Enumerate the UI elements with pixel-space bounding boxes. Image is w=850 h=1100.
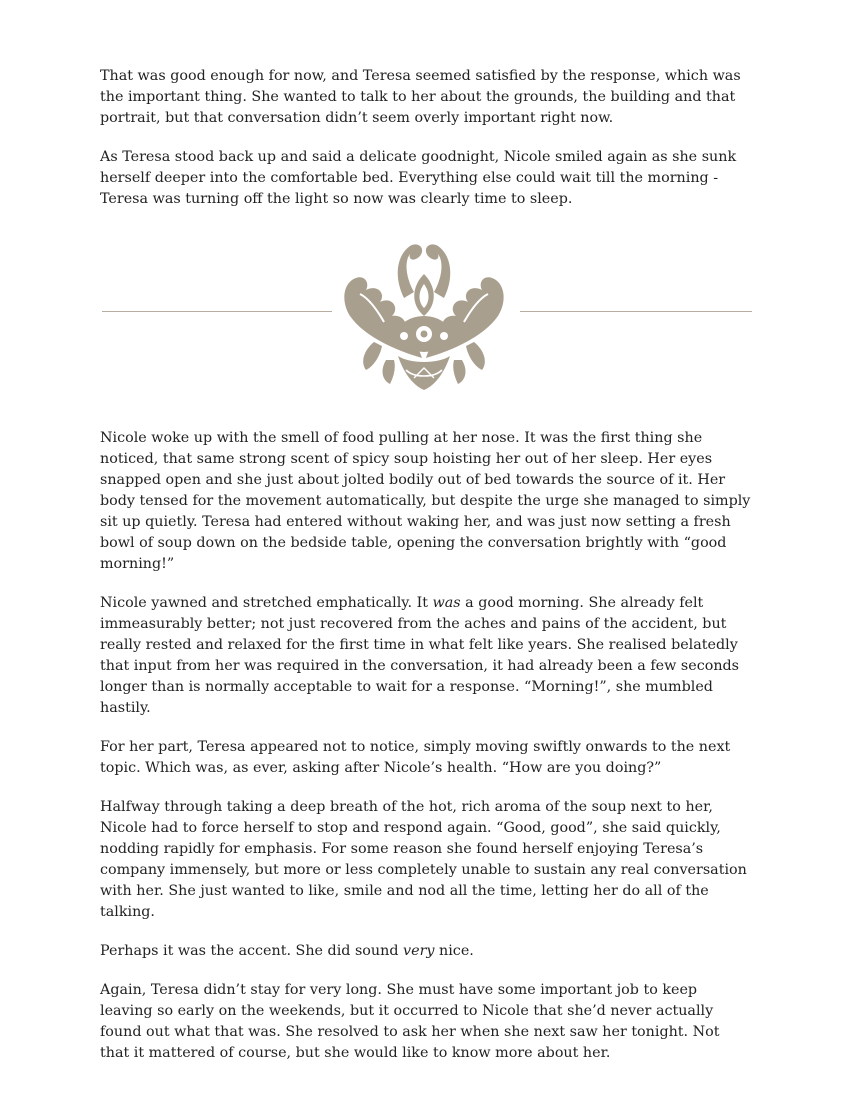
divider-rule-right [520, 311, 752, 312]
text-run: Perhaps it was the accent. She did sound [100, 943, 404, 959]
document-page [100, 66, 752, 1082]
emphasis-text: was [432, 595, 461, 611]
section-divider [100, 238, 752, 398]
paragraph: For her part, Teresa appeared not to notice, simply moving swiftly onwards to the next topic. Which was, as ever, asking after Nicole’s health. “How are you doing?” [100, 739, 731, 776]
divider-rule-left [102, 311, 332, 312]
damask-flourish-icon [334, 238, 514, 398]
paragraph [100, 593, 752, 719]
paragraph [100, 941, 752, 962]
text-run: a good morning. She already felt immeasurably better; not just recovered from the aches and pains of the accident, but really rested and relaxed for the first time in what felt like years. She realised belatedly that input from her was required in the conversation, it had already been a few seconds longer than is normally acceptable to wait for a response. “Morning!”, she mumbled hastily. [100, 595, 740, 716]
paragraph: That was good enough for now, and Teresa seemed satisfied by the response, which was the important thing. She wanted to talk to her about the grounds, the building and that portrait, but that conversation didn’t seem overly important right now. [100, 68, 741, 126]
paragraph: Nicole woke up with the smell of food pulling at her nose. It was the first thing she noticed, that same strong scent of spicy soup hoisting her out of her sleep. Her eyes snapped open and she just about jolted bodily out of bed towards the source of it. Her body tensed for the movement automatically, but despite the urge she managed to simply sit up quietly. Teresa had entered without waking her, and was just now setting a fresh bowl of soup down on the bedside table, opening the conversation brightly with “good morning!” [100, 430, 751, 572]
text-run: nice. [434, 943, 474, 959]
paragraph: Again, Teresa didn’t stay for very long. She must have some important job to keep leaving so early on the weekends, but it occurred to Nicole that she’d never actually found out what that was. She resolved to ask her when she next saw her tonight. Not that it mattered of course, but she would like to know more about her. [100, 982, 720, 1061]
emphasis-text: very [403, 943, 435, 959]
paragraph: Halfway through taking a deep breath of the hot, rich aroma of the soup next to her, Nicole had to force herself to stop and respond again. “Good, good”, she said quickly, nodding rapidly for emphasis. For some reason she found herself enjoying Teresa’s company immensely, but more or less completely unable to sustain any real conversation with her. She just wanted to like, smile and nod all the time, letting her do all of the talking. [100, 799, 747, 920]
text-run: Nicole yawned and stretched emphatically. It [100, 595, 433, 611]
paragraph: As Teresa stood back up and said a delicate goodnight, Nicole smiled again as she sunk herself deeper into the comfortable bed. Everything else could wait till the morning - Teresa was turning off the light so now was clearly time to sleep. [100, 149, 737, 207]
